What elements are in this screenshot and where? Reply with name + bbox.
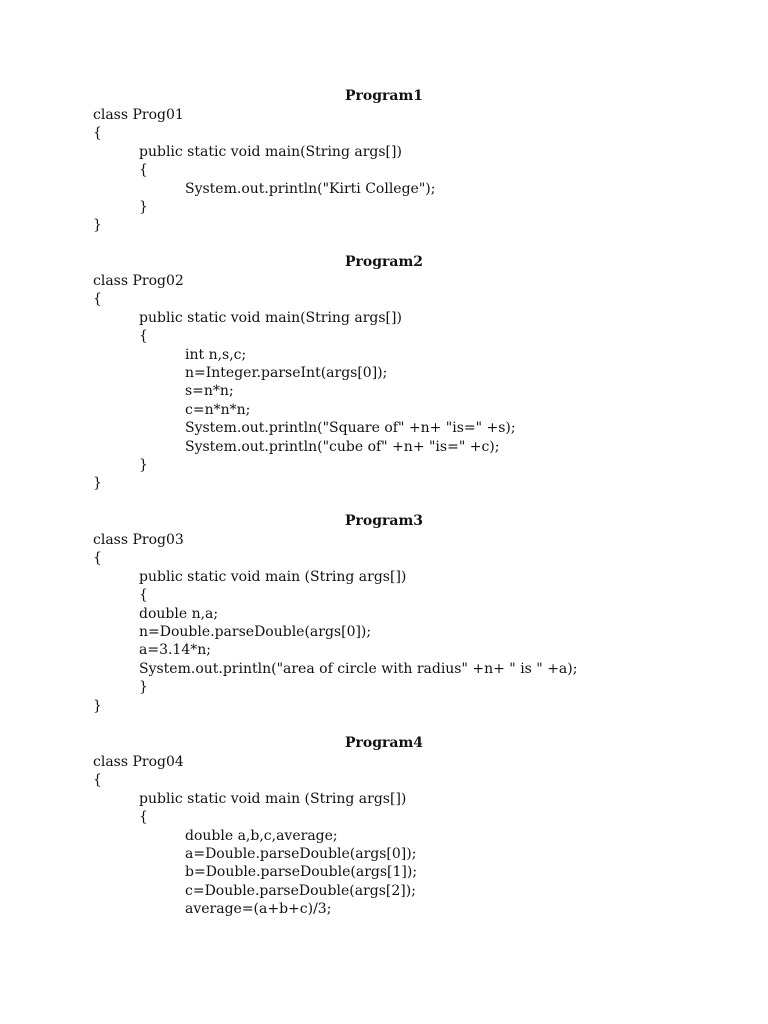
- code-line: {: [93, 550, 102, 567]
- code-line: }: [93, 217, 102, 234]
- code-line: c=n*n*n;: [185, 401, 251, 418]
- code-line: public static void main (String args[]): [139, 568, 407, 585]
- code-line: c=Double.parseDouble(args[2]);: [185, 882, 416, 899]
- code-line: }: [139, 456, 148, 473]
- code-listing: [93, 272, 516, 493]
- code-line: s=n*n;: [185, 383, 234, 400]
- program-title: Program2: [344, 254, 424, 270]
- code-line: public static void main (String args[]): [139, 790, 407, 807]
- code-line: n=Integer.parseInt(args[0]);: [185, 364, 388, 381]
- code-line: class Prog01: [93, 107, 184, 123]
- code-line: class Prog02: [93, 273, 184, 289]
- code-line: a=Double.parseDouble(args[0]);: [185, 845, 417, 862]
- code-line: }: [139, 679, 148, 696]
- code-line: }: [93, 475, 102, 492]
- code-listing: [93, 531, 577, 715]
- code-line: System.out.println("cube of" +n+ "is=" +c);: [185, 438, 500, 455]
- code-line: {: [139, 328, 148, 345]
- code-line: {: [93, 772, 102, 789]
- code-line: a=3.14*n;: [139, 642, 211, 659]
- code-line: System.out.println("area of circle with radius" +n+ " is " +a);: [139, 660, 578, 677]
- program-title: Program1: [344, 88, 424, 104]
- code-line: class Prog03: [93, 532, 184, 548]
- code-line: b=Double.parseDouble(args[1]);: [185, 864, 418, 881]
- code-line: average=(a+b+c)/3;: [185, 901, 332, 918]
- code-line: {: [139, 162, 148, 179]
- program-title: Program4: [344, 735, 424, 751]
- code-line: {: [139, 809, 148, 826]
- code-line: }: [139, 198, 148, 215]
- code-listing: [93, 106, 435, 235]
- code-line: public static void main(String args[]): [139, 309, 402, 326]
- code-line: {: [93, 125, 102, 142]
- program-title: Program3: [344, 513, 424, 529]
- code-line: {: [139, 587, 148, 604]
- code-line: System.out.println("Square of" +n+ "is=" +s);: [185, 420, 516, 437]
- code-line: {: [93, 291, 102, 308]
- code-line: class Prog04: [93, 754, 184, 770]
- code-line: n=Double.parseDouble(args[0]);: [139, 623, 372, 640]
- code-line: int n,s,c;: [185, 346, 247, 363]
- code-line: System.out.println("Kirti College");: [185, 180, 436, 197]
- code-listing: [93, 753, 417, 919]
- code-line: double n,a;: [139, 605, 219, 622]
- code-line: public static void main(String args[]): [139, 143, 402, 160]
- code-line: }: [93, 697, 102, 714]
- code-line: double a,b,c,average;: [185, 827, 338, 844]
